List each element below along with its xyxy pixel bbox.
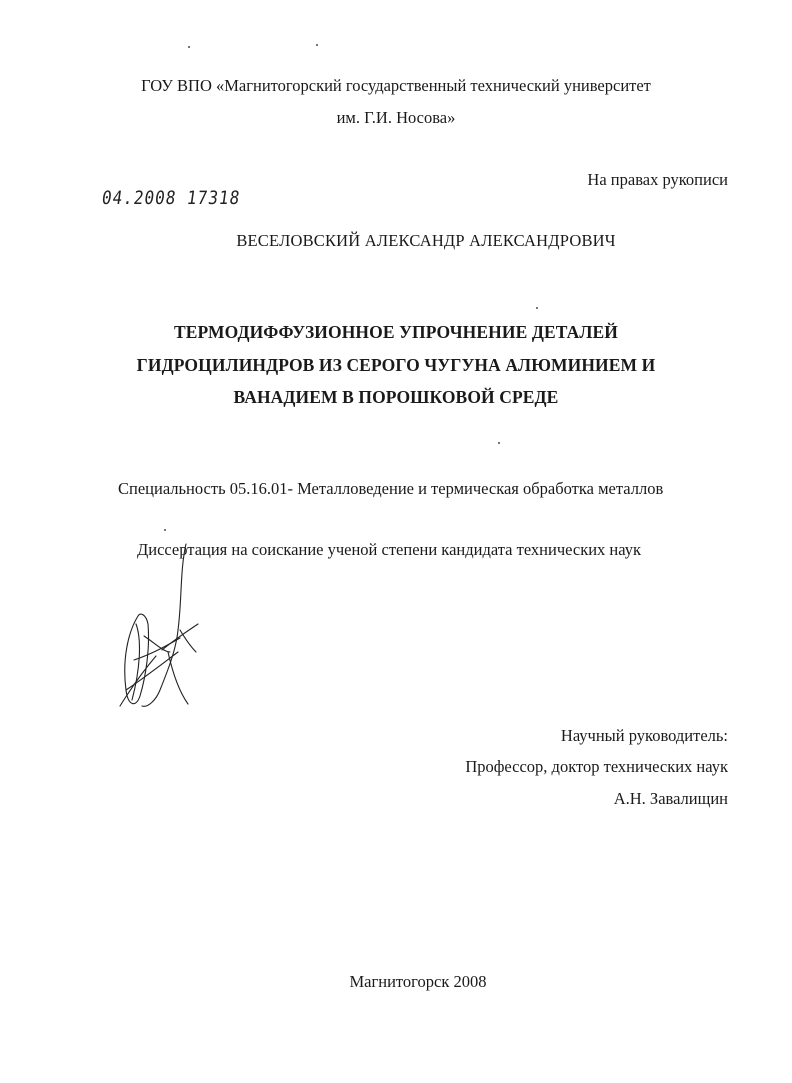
handwritten-signature: [104, 540, 204, 720]
title-line-3: ВАНАДИЕМ В ПОРОШКОВОЙ СРЕДЕ: [233, 387, 559, 407]
scan-speck: [188, 46, 190, 48]
place-and-year: Магнитогорск 2008: [349, 972, 487, 991]
supervisor-label: Научный руководитель:: [560, 726, 728, 745]
title-line-1: ТЕРМОДИФФУЗИОННОЕ УПРОЧНЕНИЕ ДЕТАЛЕЙ: [174, 322, 618, 342]
specialty-line: Специальность 05.16.01- Металловедение и термическая обработка металлов: [118, 479, 664, 498]
dissertation-note: Диссертация на соискание ученой степени кандидата технических наук: [137, 540, 641, 559]
scan-speck: [536, 307, 538, 309]
title-line-2: ГИДРОЦИЛИНДРОВ ИЗ СЕРОГО ЧУГУНА АЛЮМИНИЕМ И: [136, 355, 656, 375]
scan-speck: [498, 442, 500, 444]
registration-stamp: 04.2008 17318: [100, 186, 242, 209]
scan-speck: [316, 44, 318, 46]
manuscript-rights-note: На правах рукописи: [587, 170, 728, 189]
scan-speck: [164, 529, 166, 531]
institution-line-1: ГОУ ВПО «Магнитогорский государственный технический университет: [141, 76, 651, 95]
institution-line-2: им. Г.И. Носова»: [336, 108, 456, 127]
supervisor-rank: Профессор, доктор технических наук: [465, 757, 728, 776]
author-name: ВЕСЕЛОВСКИЙ АЛЕКСАНДР АЛЕКСАНДРОВИЧ: [236, 231, 616, 250]
supervisor-name: А.Н. Завалищин: [613, 789, 728, 808]
